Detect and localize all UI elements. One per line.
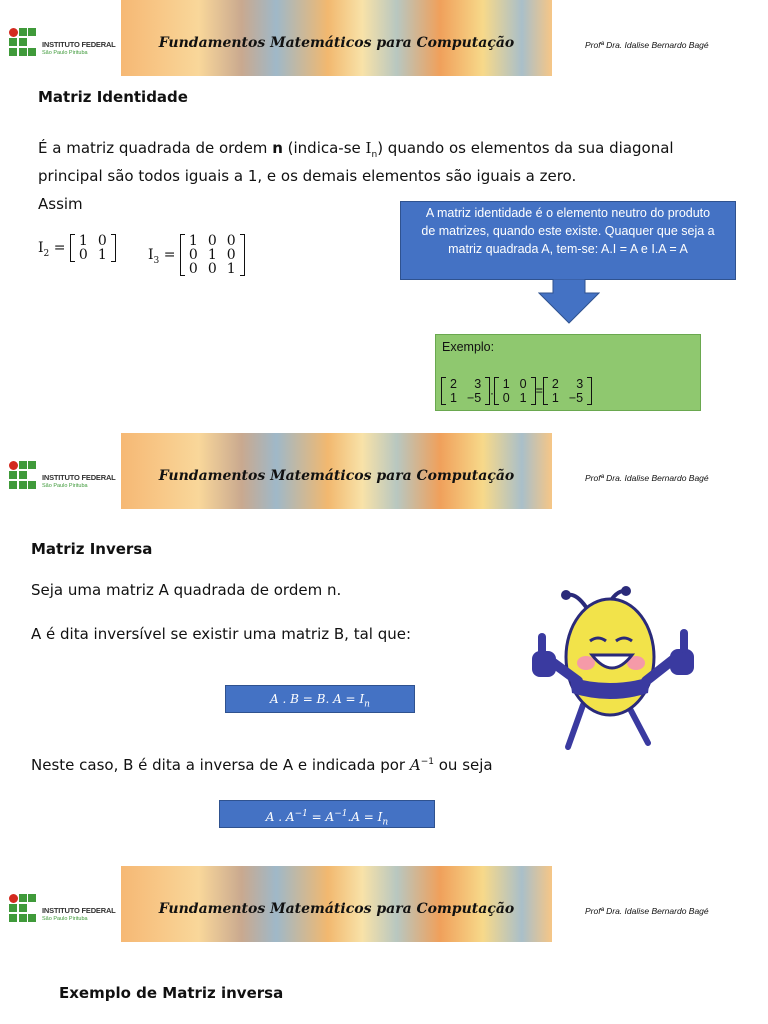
matrix-i3-cell: 0 (226, 247, 236, 263)
equals: = (163, 247, 176, 263)
example-matrix-i-cell: 0 (519, 377, 527, 391)
formula-text: A . A (265, 810, 295, 824)
section-title-exemplo-inversa: Exemplo de Matriz inversa (59, 984, 284, 1002)
matrix-i3-cell: 0 (188, 261, 198, 277)
matrix-i3-row (184, 262, 241, 276)
matrix-i3-cell: 1 (188, 233, 198, 249)
title-banner (121, 866, 552, 942)
identity-i2 (38, 234, 116, 262)
inversa-line3 (31, 752, 493, 776)
example-matrix-i (494, 377, 536, 405)
example-matrix-i-cell: 1 (502, 377, 510, 391)
text: ou seja (433, 756, 493, 774)
example-matrix-i-row (498, 377, 532, 391)
matrix-i2-row (74, 248, 112, 262)
assim-label: Assim (38, 195, 83, 213)
example-matrix-result-row (547, 391, 588, 405)
example-matrix-result-row (547, 377, 588, 391)
logo-line1: INSTITUTO FEDERAL (42, 473, 116, 482)
title-banner (121, 0, 552, 76)
dot: . (490, 383, 494, 398)
i3-symbol: I (148, 247, 154, 263)
title-banner (121, 433, 552, 509)
bold-n: n (272, 139, 283, 157)
example-matrix-a-cell: 3 (474, 377, 482, 391)
matrix-i3-row (184, 234, 241, 248)
logo-line1: INSTITUTO FEDERAL (42, 40, 116, 49)
matrix-i3-cell: 0 (207, 233, 217, 249)
formula-subscript: n (364, 699, 370, 710)
logo-line1: INSTITUTO FEDERAL (42, 906, 116, 915)
professor-name: Profª Dra. Idalise Bernardo Bagé (585, 40, 709, 50)
example-matrix-a (441, 377, 490, 405)
matrix-i3-row (184, 248, 241, 262)
formula-text: = A (307, 810, 335, 824)
example-matrix-i-row (498, 391, 532, 405)
example-matrix-i-cell: 1 (519, 391, 527, 405)
identidade-definition (38, 138, 738, 187)
symbol-I: I (365, 139, 372, 157)
example-matrix-a-cell: −5 (466, 391, 482, 405)
logo-line2: São Paulo Pirituba (42, 483, 88, 489)
text: (indica-se (282, 139, 366, 157)
logo-line2: São Paulo Pirituba (42, 916, 88, 922)
section-title-identidade: Matriz Identidade (38, 88, 188, 106)
example-matrix-a-cell: 1 (450, 391, 457, 405)
matrix-i3-cell: 0 (226, 233, 236, 249)
identity-i3 (148, 234, 245, 276)
formula-subscript: n (382, 817, 389, 828)
neutral-element-callout (400, 201, 736, 280)
superscript: −1 (294, 809, 308, 819)
i2-subscript: 2 (43, 248, 50, 259)
matrix-i2-cell: 0 (97, 233, 107, 249)
example-matrix-a-cell: 2 (450, 377, 457, 391)
example-matrix-result-cell: 2 (551, 377, 559, 391)
bee-thumbs-up-illustration (528, 585, 710, 760)
institute-logo (9, 894, 119, 928)
text: Neste caso, B é dita a inversa de A e indicada por (31, 756, 410, 774)
i2-symbol: I (38, 240, 44, 256)
equals: = (53, 240, 66, 256)
slide-header (0, 866, 768, 944)
example-matrix-result-cell: 1 (551, 391, 559, 405)
example-box (435, 334, 701, 411)
matrix-i3-cell: 1 (226, 261, 236, 277)
matrix-i2-row (74, 234, 112, 248)
section-title-inversa: Matriz Inversa (31, 540, 153, 558)
matrix-i2 (70, 234, 116, 262)
matrix-i2-cell: 1 (78, 233, 88, 249)
matrix-i2-cell: 0 (78, 247, 88, 263)
superscript: −1 (420, 757, 434, 767)
banner-title: Fundamentos Matemáticos para Computação (158, 901, 515, 917)
text: É a matriz quadrada de ordem (38, 139, 273, 157)
slide-header (0, 433, 768, 511)
matrix-i2-cell: 1 (97, 247, 107, 263)
i3-subscript: 3 (153, 255, 160, 266)
institute-logo (9, 461, 119, 495)
logo-line2: São Paulo Pirituba (42, 50, 88, 56)
banner-title: Fundamentos Matemáticos para Computação (158, 468, 515, 484)
subscript-n: n (371, 150, 378, 160)
example-matrix-a-row (445, 391, 486, 405)
banner-title: Fundamentos Matemáticos para Computação (158, 35, 515, 51)
callout-text: A matriz identidade é o elemento neutro do produto de matrizes, quando este existe. Quaquer que seja a matriz quadrada A, tem-se: A.I = A e I.A = A (421, 206, 715, 256)
matrix-i3-cell: 1 (207, 247, 217, 263)
example-matrix-result (543, 377, 592, 405)
example-matrix-result-cell: 3 (576, 377, 584, 391)
institute-logo (9, 28, 119, 62)
var-A: A (409, 756, 421, 774)
professor-name: Profª Dra. Idalise Bernardo Bagé (585, 473, 709, 483)
matrix-i3 (180, 234, 245, 276)
matrix-i3-cell: 0 (207, 261, 217, 277)
example-matrix-result-cell: −5 (568, 391, 584, 405)
down-arrow-icon (538, 279, 600, 324)
inversa-line1: Seja uma matriz A quadrada de ordem n. (31, 581, 342, 599)
superscript: −1 (334, 809, 348, 819)
example-matrix-a-row (445, 377, 486, 391)
text: ) quando os elementos da sua diagonal principal são todos iguais a 1, e os demais elementos são iguais a zero. (38, 139, 674, 185)
formula-inverse-product (219, 800, 435, 828)
formula-inverse-definition (225, 685, 415, 713)
professor-name: Profª Dra. Idalise Bernardo Bagé (585, 906, 709, 916)
matrix-i3-cell: 0 (188, 247, 198, 263)
slide-header (0, 0, 768, 78)
example-matrix-i-cell: 0 (502, 391, 510, 405)
example-label: Exemplo: (442, 340, 495, 354)
formula-text: A . B = B. A = I (270, 692, 365, 706)
equals: = (535, 383, 543, 398)
formula-text: .A = I (347, 810, 383, 824)
inversa-line2: A é dita inversível se existir uma matriz B, tal que: (31, 625, 412, 643)
example-product (441, 377, 592, 405)
